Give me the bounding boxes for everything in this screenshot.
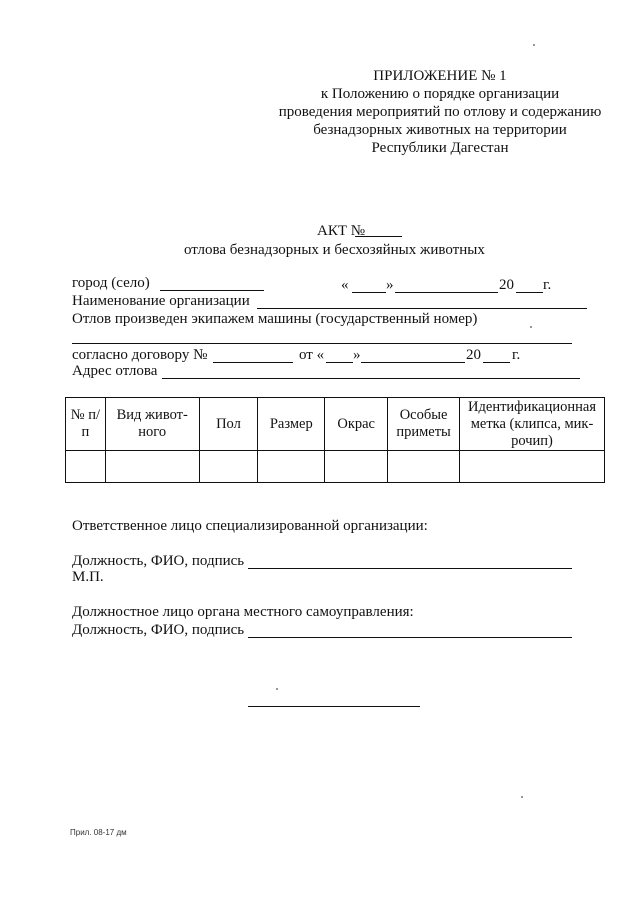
date-year-field[interactable] <box>516 292 543 293</box>
address-label: Адрес отлова <box>72 363 158 379</box>
vehicle-label: Отлов произведен экипажем машины (государственный номер) <box>72 311 478 327</box>
contract-from: от « <box>299 347 325 363</box>
appendix-line-3: безнадзорных животных на территории <box>313 122 567 138</box>
appendix-header <box>260 67 620 157</box>
address-field[interactable] <box>162 378 580 379</box>
table-cell[interactable] <box>325 451 388 483</box>
table-row <box>66 451 605 483</box>
contract-year-prefix: 20 <box>466 347 481 363</box>
contract-year-suffix: г. <box>512 347 521 363</box>
date-year-prefix: 20 <box>499 277 514 293</box>
doc-code: Прил. 08-17 дм <box>70 828 127 837</box>
col-number-header: № п/п <box>66 398 106 451</box>
animals-table <box>65 397 605 483</box>
signature-field-1[interactable] <box>248 568 572 569</box>
col-color-header: Окрас <box>325 398 388 451</box>
contract-number-field[interactable] <box>213 362 293 363</box>
date-year-suffix: г. <box>543 277 552 293</box>
contract-day-field[interactable] <box>326 362 353 363</box>
scan-speck <box>533 44 535 46</box>
table-cell[interactable] <box>460 451 605 483</box>
col-size-header: Размер <box>258 398 325 451</box>
table-header-row <box>66 398 605 451</box>
contract-close-quote: » <box>353 347 361 363</box>
contract-year-field[interactable] <box>483 362 510 363</box>
col-species-header: Вид живот-ного <box>105 398 199 451</box>
contract-label: согласно договору № <box>72 347 208 363</box>
table-cell[interactable] <box>199 451 258 483</box>
date-close-quote: » <box>386 277 394 293</box>
scan-speck <box>276 688 278 690</box>
act-number-line[interactable] <box>355 236 402 237</box>
col-sex-header: Пол <box>199 398 258 451</box>
scan-speck <box>521 796 523 798</box>
appendix-line-4: Республики Дагестан <box>371 140 509 156</box>
position-fio-sign-label-1: Должность, ФИО, подпись <box>72 553 245 569</box>
table-cell[interactable] <box>66 451 106 483</box>
vehicle-field[interactable] <box>72 343 572 344</box>
position-fio-sign-label-2: Должность, ФИО, подпись <box>72 622 245 638</box>
local-gov-label: Должностное лицо органа местного самоуправления: <box>72 604 414 620</box>
city-label: город (село) <box>72 275 150 291</box>
stamp-label: М.П. <box>72 569 104 585</box>
date-open-quote: « <box>341 277 349 293</box>
col-id-tag-header: Идентификационная метка (клипса, мик-рочип) <box>460 398 605 451</box>
appendix-title: ПРИЛОЖЕНИЕ № 1 <box>373 68 507 84</box>
act-subtitle: отлова безнадзорных и бесхозяйных животных <box>184 242 485 258</box>
table-cell[interactable] <box>258 451 325 483</box>
closing-line <box>248 706 420 707</box>
city-field[interactable] <box>160 290 264 291</box>
table-cell[interactable] <box>388 451 460 483</box>
contract-month-field[interactable] <box>361 362 465 363</box>
signature-field-2[interactable] <box>248 637 572 638</box>
act-title: АКТ № <box>317 223 366 239</box>
date-day-field[interactable] <box>352 292 386 293</box>
appendix-line-1: к Положению о порядке организации <box>320 86 560 102</box>
appendix-line-2: проведения мероприятий по отлову и содержанию <box>278 104 602 120</box>
table-cell[interactable] <box>105 451 199 483</box>
org-label: Наименование организации <box>72 293 250 309</box>
org-field[interactable] <box>257 308 587 309</box>
responsible-org-label: Ответственное лицо специализированной организации: <box>72 518 428 534</box>
scan-speck <box>530 326 532 328</box>
date-month-field[interactable] <box>395 292 498 293</box>
col-marks-header: Особые приметы <box>388 398 460 451</box>
